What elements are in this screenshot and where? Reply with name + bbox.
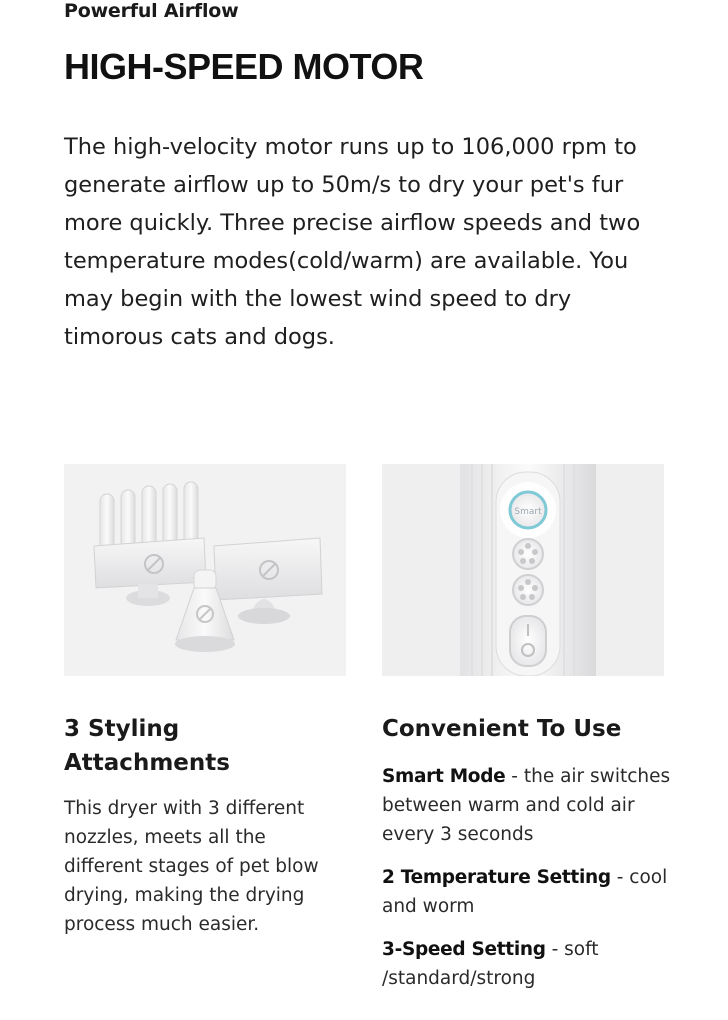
convenience-title: Convenient To Use <box>382 716 622 742</box>
intro-paragraph: The high-velocity motor runs up to 106,000 rpm to generate airflow up to 50m/s to dry your pet's fur more quickly. Three precise airflow speeds and two temperature modes(cold/warm) are available. You may begin with the lowest wind speed to dry timorous cats and dogs. <box>64 134 641 350</box>
attachments-column <box>64 712 364 939</box>
dryer-control-panel-image <box>382 464 664 676</box>
feature-description: - soft /standard/strong <box>382 939 599 989</box>
attachments-description: This dryer with 3 different nozzles, meets all the different stages of pet blow drying, making the drying process much easier. <box>64 798 319 935</box>
eyebrow-label: Powerful Airflow <box>64 0 239 22</box>
section-headline: HIGH-SPEED MOTOR <box>64 46 424 87</box>
feature-name: 2 Temperature Setting <box>382 867 611 888</box>
nozzle-attachments-image <box>64 464 346 676</box>
feature-name: 3-Speed Setting <box>382 939 546 960</box>
feature-temperature <box>382 863 672 921</box>
smart-button-label: Smart <box>514 507 542 517</box>
feature-list <box>382 762 682 993</box>
feature-speed <box>382 935 672 993</box>
convenience-column <box>382 712 682 1007</box>
feature-smart-mode <box>382 762 672 849</box>
feature-description: - the air switches between warm and cold air every 3 seconds <box>382 766 671 845</box>
feature-name: Smart Mode <box>382 766 506 787</box>
attachments-title: 3 Styling Attachments <box>64 716 230 776</box>
feature-description: - cool and worm <box>382 867 668 917</box>
